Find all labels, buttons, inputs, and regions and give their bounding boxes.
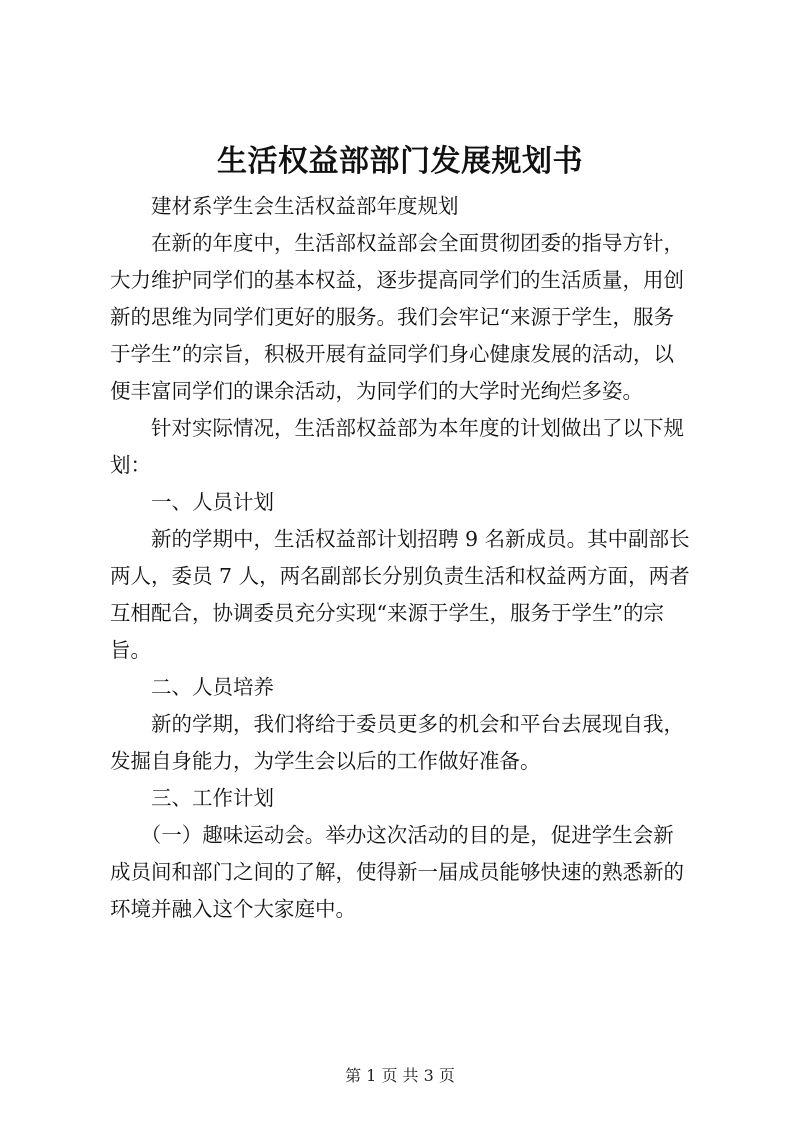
body-line: （一）趣味运动会。举办这次活动的目的是，促进学生会新 [110, 823, 674, 847]
body-line: 新的学期，我们将给于委员更多的机会和平台去展现自我， [110, 712, 684, 736]
body-line: 旨。 [110, 638, 151, 662]
document-title: 生活权益部部门发展规划书 [217, 144, 583, 179]
body-line: 互相配合，协调委员充分实现“来源于学生，服务于学生”的宗 [110, 601, 664, 625]
body-line: 大力维护同学们的基本权益，逐步提高同学们的生活质量，用创 [110, 268, 684, 292]
page-footer: 第 1 页 共 3 页 [345, 1066, 455, 1085]
body-line: 划： [110, 453, 151, 477]
body-line: 新的思维为同学们更好的服务。我们会牢记“来源于学生，服务 [110, 305, 674, 329]
document-body [110, 188, 702, 928]
body-line: 建材系学生会生活权益部年度规划 [110, 194, 459, 218]
section-heading: 一、人员计划 [110, 490, 274, 514]
body-line: 针对实际情况，生活部权益部为本年度的计划做出了以下规 [110, 416, 684, 440]
body-line: 便丰富同学们的课余活动，为同学们的大学时光绚烂多姿。 [110, 379, 643, 403]
body-line: 于学生”的宗旨，积极开展有益同学们身心健康发展的活动，以 [110, 342, 674, 366]
body-line: 在新的年度中，生活部权益部会全面贯彻团委的指导方针， [110, 231, 684, 255]
body-line: 环境并融入这个大家庭中。 [110, 897, 356, 921]
body-line: 新的学期中，生活权益部计划招聘 9 名新成员。其中副部长 [110, 527, 690, 551]
body-line: 发掘自身能力，为学生会以后的工作做好准备。 [110, 749, 541, 773]
body-line: 两人，委员 7 人，两名副部长分别负责生活和权益两方面，两者 [110, 564, 690, 588]
section-heading: 二、人员培养 [110, 675, 274, 699]
section-heading: 三、工作计划 [110, 786, 274, 810]
body-line: 成员间和部门之间的了解，使得新一届成员能够快速的熟悉新的 [110, 860, 684, 884]
